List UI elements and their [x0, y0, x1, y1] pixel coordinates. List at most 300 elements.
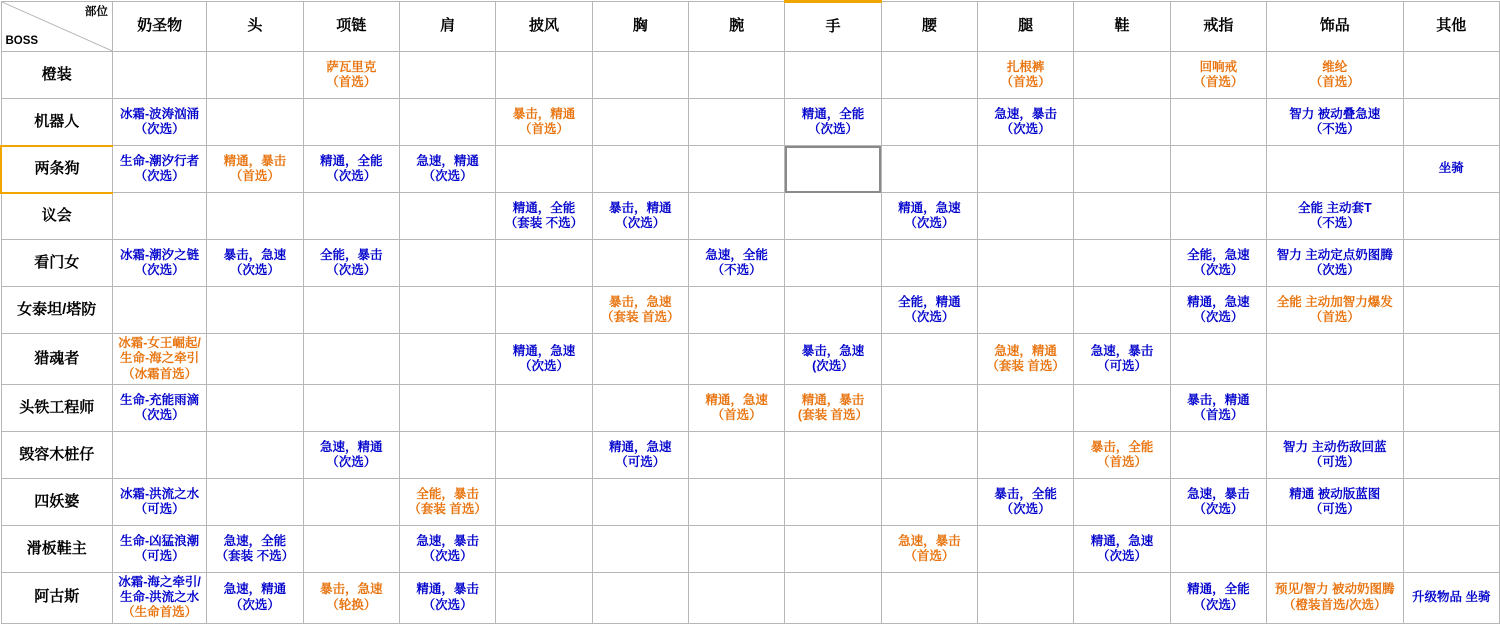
- cell-other[interactable]: [1403, 384, 1499, 431]
- corner-cell: [1, 2, 112, 52]
- cell-trinket[interactable]: [1267, 193, 1404, 240]
- cell-line: 维纶: [1322, 59, 1348, 74]
- cell-chest[interactable]: [592, 431, 688, 478]
- cell-other[interactable]: [1403, 334, 1499, 385]
- cell-leg[interactable]: [978, 431, 1074, 478]
- cell-other[interactable]: [1403, 99, 1499, 146]
- cell-neck[interactable]: [303, 240, 399, 287]
- col-header-shoe: 鞋: [1074, 2, 1170, 52]
- col-header-cloak: 披风: [496, 2, 592, 52]
- cell-line: （次选）: [904, 216, 955, 230]
- cell-other[interactable]: [1403, 431, 1499, 478]
- cell-ring[interactable]: [1170, 572, 1266, 623]
- cell-leg[interactable]: [978, 478, 1074, 525]
- cell-chest[interactable]: [592, 478, 688, 525]
- cell-neck[interactable]: [303, 193, 399, 240]
- cell-shoulder[interactable]: [399, 334, 495, 385]
- cell-trinket[interactable]: [1267, 384, 1404, 431]
- cell-line: 全能 主动加智力爆发: [1276, 294, 1393, 309]
- cell-leg[interactable]: [978, 525, 1074, 572]
- cell-ring[interactable]: [1170, 52, 1266, 99]
- cell-waist[interactable]: [881, 572, 977, 623]
- cell-nai[interactable]: [112, 431, 206, 478]
- cell-line: （次选）: [134, 263, 185, 277]
- table-row: [1, 334, 1500, 385]
- cell-line: 暴击，精通: [512, 106, 576, 121]
- cell-ring[interactable]: [1170, 384, 1266, 431]
- cell-line: 急速，精通: [320, 439, 383, 454]
- cell-line: 精通，急速: [898, 200, 961, 215]
- cell-wrist[interactable]: [688, 193, 784, 240]
- cell-line: 暴击，精通: [1187, 392, 1250, 407]
- cell-shoulder[interactable]: [399, 287, 495, 334]
- cell-other[interactable]: [1403, 240, 1499, 287]
- cell-line: （次选）: [1193, 310, 1244, 324]
- cell-line: 精通，暴击: [223, 153, 287, 168]
- cell-ring[interactable]: [1170, 99, 1266, 146]
- cell-line: 生命-凶猛浪潮: [119, 533, 200, 548]
- cell-cloak[interactable]: [496, 146, 592, 193]
- row-header-boss: 议会: [1, 193, 112, 240]
- cell-line: （次选）: [422, 548, 473, 563]
- row-header-boss: 毁容木桩仔: [1, 431, 112, 478]
- cell-line: （不选）: [1309, 216, 1360, 230]
- cell-nai[interactable]: [112, 478, 206, 525]
- cell-shoe[interactable]: [1074, 525, 1170, 572]
- cell-waist[interactable]: [881, 52, 977, 99]
- cell-chest[interactable]: [592, 146, 688, 193]
- cell-ring[interactable]: [1170, 478, 1266, 525]
- cell-waist[interactable]: [881, 193, 977, 240]
- cell-hand[interactable]: [785, 431, 881, 478]
- cell-cloak[interactable]: [496, 193, 592, 240]
- table-row: [1, 193, 1500, 240]
- cell-line: （冰霜首选）: [122, 366, 198, 381]
- cell-line: 冰霜-洪流之水: [119, 486, 200, 501]
- cell-line: （首选）: [326, 75, 377, 89]
- cell-shoe[interactable]: [1074, 52, 1170, 99]
- cell-line: （次选）: [1193, 263, 1244, 277]
- cell-line: （套装 不选）: [215, 548, 295, 563]
- cell-chest[interactable]: [592, 287, 688, 334]
- cell-neck[interactable]: [303, 384, 399, 431]
- cell-chest[interactable]: [592, 52, 688, 99]
- row-header-boss: 猎魂者: [1, 334, 112, 385]
- cell-cloak[interactable]: [496, 334, 592, 385]
- cell-line: 精通，全能: [320, 153, 383, 168]
- cell-line: （次选）: [326, 169, 377, 183]
- cell-nai[interactable]: [112, 52, 206, 99]
- cell-line: （首选）: [1000, 75, 1051, 89]
- cell-cloak[interactable]: [496, 99, 592, 146]
- cell-line: 暴击，急速: [320, 582, 383, 597]
- cell-line: （次选）: [518, 358, 569, 373]
- corner-label-bottom: BOSS: [5, 34, 39, 47]
- cell-hand[interactable]: [785, 240, 881, 287]
- cell-wrist[interactable]: [688, 99, 784, 146]
- cell-trinket[interactable]: [1267, 99, 1404, 146]
- cell-wrist[interactable]: [688, 52, 784, 99]
- cell-shoulder[interactable]: [399, 431, 495, 478]
- cell-nai[interactable]: [112, 572, 206, 623]
- cell-neck[interactable]: [303, 146, 399, 193]
- cell-hand[interactable]: [785, 193, 881, 240]
- cell-line: （次选）: [134, 407, 185, 422]
- cell-ring[interactable]: [1170, 146, 1266, 193]
- cell-other[interactable]: [1403, 287, 1499, 334]
- cell-waist[interactable]: [881, 287, 977, 334]
- cell-cloak[interactable]: [496, 287, 592, 334]
- cell-leg[interactable]: [978, 52, 1074, 99]
- col-header-trinket: 饰品: [1267, 2, 1404, 52]
- cell-line: 精通，急速: [1187, 294, 1250, 309]
- cell-line: 急速，全能: [705, 247, 768, 262]
- cell-cloak[interactable]: [496, 431, 592, 478]
- cell-other[interactable]: [1403, 52, 1499, 99]
- cell-hand[interactable]: [785, 287, 881, 334]
- cell-shoe[interactable]: [1074, 478, 1170, 525]
- cell-waist[interactable]: [881, 431, 977, 478]
- cell-line: 精通，暴击: [801, 392, 865, 407]
- cell-shoulder[interactable]: [399, 478, 495, 525]
- cell-line: （次选）: [1000, 501, 1051, 516]
- cell-ring[interactable]: [1170, 240, 1266, 287]
- cell-neck[interactable]: [303, 334, 399, 385]
- col-header-ring: 戒指: [1170, 2, 1266, 52]
- cell-waist[interactable]: [881, 99, 977, 146]
- cell-line: （套装 首选）: [601, 310, 680, 324]
- cell-line: （可选）: [1097, 358, 1148, 373]
- cell-ring[interactable]: [1170, 287, 1266, 334]
- cell-line: 冰霜-波涛汹涌: [119, 106, 200, 121]
- cell-line: 急速，精通: [416, 153, 479, 168]
- cell-ring[interactable]: [1170, 431, 1266, 478]
- cell-line: 暴击，全能: [1090, 439, 1154, 454]
- cell-hand[interactable]: [785, 334, 881, 385]
- cell-shoulder[interactable]: [399, 572, 495, 623]
- cell-chest[interactable]: [592, 193, 688, 240]
- cell-line: （次选）: [134, 169, 185, 183]
- cell-line: （首选）: [1309, 75, 1360, 89]
- cell-line: （次选）: [1309, 263, 1360, 277]
- cell-line: 急速，精通: [994, 343, 1057, 358]
- cell-neck[interactable]: [303, 287, 399, 334]
- cell-cloak[interactable]: [496, 52, 592, 99]
- cell-line: （次选）: [229, 597, 280, 612]
- cell-nai[interactable]: [112, 193, 206, 240]
- cell-chest[interactable]: [592, 384, 688, 431]
- cell-line: 急速，暴击: [898, 533, 961, 548]
- cell-waist[interactable]: [881, 478, 977, 525]
- cell-trinket[interactable]: [1267, 146, 1404, 193]
- cell-head[interactable]: [207, 572, 303, 623]
- cell-wrist[interactable]: [688, 146, 784, 193]
- cell-leg[interactable]: [978, 334, 1074, 385]
- cell-hand[interactable]: [785, 146, 881, 193]
- col-header-waist: 腰: [881, 2, 977, 52]
- cell-line: 暴击，急速: [609, 294, 672, 309]
- cell-ring[interactable]: [1170, 334, 1266, 385]
- cell-line: 预见/智力 被动奶图腾: [1275, 582, 1395, 597]
- cell-line: 暴击，急速: [801, 343, 865, 358]
- cell-other[interactable]: [1403, 193, 1499, 240]
- cell-line: 精通，急速: [609, 439, 672, 454]
- cell-head[interactable]: [207, 146, 303, 193]
- cell-wrist[interactable]: [688, 334, 784, 385]
- cell-nai[interactable]: [112, 334, 206, 385]
- cell-chest[interactable]: [592, 99, 688, 146]
- cell-wrist[interactable]: [688, 431, 784, 478]
- cell-shoulder[interactable]: [399, 99, 495, 146]
- cell-other[interactable]: [1403, 525, 1499, 572]
- col-header-shoulder: 肩: [399, 2, 495, 52]
- cell-line: 急速，暴击: [1090, 343, 1154, 358]
- cell-shoe[interactable]: [1074, 240, 1170, 287]
- col-header-head: 头: [207, 2, 303, 52]
- cell-line: 暴击，急速: [223, 247, 287, 262]
- row-header-boss: 两条狗: [1, 146, 112, 193]
- cell-hand[interactable]: [785, 99, 881, 146]
- cell-neck[interactable]: [303, 572, 399, 623]
- cell-line: 扎根裤: [1006, 59, 1045, 74]
- table-row: [1, 384, 1500, 431]
- cell-hand[interactable]: [785, 384, 881, 431]
- cell-line: 生命-潮汐行者: [119, 153, 200, 168]
- cell-neck[interactable]: [303, 478, 399, 525]
- cell-line: （次选）: [904, 310, 955, 324]
- cell-shoe[interactable]: [1074, 431, 1170, 478]
- cell-nai[interactable]: [112, 240, 206, 287]
- cell-wrist[interactable]: [688, 384, 784, 431]
- cell-head[interactable]: [207, 431, 303, 478]
- cell-nai[interactable]: [112, 146, 206, 193]
- cell-wrist[interactable]: [688, 240, 784, 287]
- cell-head[interactable]: [207, 99, 303, 146]
- cell-head[interactable]: [207, 240, 303, 287]
- cell-neck[interactable]: [303, 431, 399, 478]
- cell-line: （次选）: [229, 263, 280, 277]
- table-row: [1, 52, 1500, 99]
- cell-head[interactable]: [207, 334, 303, 385]
- cell-hand[interactable]: [785, 478, 881, 525]
- cell-shoe[interactable]: [1074, 99, 1170, 146]
- cell-cloak[interactable]: [496, 478, 592, 525]
- cell-shoulder[interactable]: [399, 240, 495, 287]
- cell-line: 智力 主动定点奶图腾: [1276, 247, 1393, 262]
- cell-shoe[interactable]: [1074, 146, 1170, 193]
- table-row: [1, 572, 1500, 623]
- cell-line: （首选）: [1097, 454, 1148, 469]
- cell-line: 暴击，精通: [609, 200, 672, 215]
- cell-hand[interactable]: [785, 52, 881, 99]
- table-body: [1, 52, 1500, 624]
- cell-trinket[interactable]: [1267, 572, 1404, 623]
- col-header-hand: 手: [785, 2, 881, 52]
- cell-line: （次选）: [1000, 122, 1051, 136]
- cell-line: （不选）: [1309, 122, 1360, 136]
- cell-line: （橙装首选/次选）: [1283, 597, 1387, 612]
- cell-shoe[interactable]: [1074, 384, 1170, 431]
- cell-trinket[interactable]: [1267, 525, 1404, 572]
- cell-line: （次选）: [1193, 597, 1244, 612]
- cell-head[interactable]: [207, 478, 303, 525]
- cell-ring[interactable]: [1170, 525, 1266, 572]
- cell-line: （可选）: [615, 454, 666, 469]
- cell-leg[interactable]: [978, 287, 1074, 334]
- cell-line: 全能，精通: [898, 294, 961, 309]
- cell-nai[interactable]: [112, 525, 206, 572]
- cell-line: （生命首选）: [122, 605, 198, 620]
- cell-cloak[interactable]: [496, 572, 592, 623]
- cell-shoulder[interactable]: [399, 52, 495, 99]
- cell-line: 全能，暴击: [320, 247, 383, 262]
- cell-line: 精通，暴击: [416, 582, 479, 597]
- cell-neck[interactable]: [303, 525, 399, 572]
- row-header-boss: 头铁工程师: [1, 384, 112, 431]
- cell-chest[interactable]: [592, 525, 688, 572]
- cell-line: （首选）: [1309, 310, 1360, 324]
- cell-nai[interactable]: [112, 287, 206, 334]
- table-row: [1, 240, 1500, 287]
- cell-nai[interactable]: [112, 99, 206, 146]
- row-header-boss: 阿古斯: [1, 572, 112, 623]
- cell-line: （可选）: [1309, 501, 1360, 516]
- table-row: [1, 478, 1500, 525]
- table-header: [1, 2, 1500, 52]
- cell-leg[interactable]: [978, 384, 1074, 431]
- cell-line: 急速，全能: [223, 533, 287, 548]
- cell-neck[interactable]: [303, 52, 399, 99]
- cell-head[interactable]: [207, 287, 303, 334]
- cell-leg[interactable]: [978, 240, 1074, 287]
- cell-other[interactable]: [1403, 146, 1499, 193]
- cell-waist[interactable]: [881, 240, 977, 287]
- cell-line: 智力 主动伤敌回蓝: [1283, 439, 1387, 454]
- cell-trinket[interactable]: [1267, 431, 1404, 478]
- cell-line: 精通，全能: [801, 106, 865, 121]
- cell-line: 全能，暴击: [416, 486, 479, 501]
- cell-shoe[interactable]: [1074, 287, 1170, 334]
- cell-leg[interactable]: [978, 99, 1074, 146]
- cell-wrist[interactable]: [688, 525, 784, 572]
- cell-line: （次选）: [326, 454, 377, 469]
- cell-trinket[interactable]: [1267, 52, 1404, 99]
- cell-trinket[interactable]: [1267, 334, 1404, 385]
- row-header-boss: 看门女: [1, 240, 112, 287]
- cell-other[interactable]: [1403, 478, 1499, 525]
- cell-trinket[interactable]: [1267, 287, 1404, 334]
- cell-cloak[interactable]: [496, 240, 592, 287]
- row-header-boss: 四妖婆: [1, 478, 112, 525]
- cell-line: （套装 不选）: [504, 216, 584, 230]
- cell-shoulder[interactable]: [399, 193, 495, 240]
- col-header-other: 其他: [1403, 2, 1499, 52]
- cell-line: （首选）: [518, 122, 569, 136]
- cell-wrist[interactable]: [688, 478, 784, 525]
- cell-shoe[interactable]: [1074, 193, 1170, 240]
- corner-label-top: 部位: [84, 6, 108, 18]
- cell-line: 坐骑: [1438, 161, 1464, 176]
- cell-line: 精通，急速: [705, 392, 768, 407]
- cell-line: （可选）: [134, 548, 185, 563]
- cell-line: 精通，急速: [1090, 533, 1154, 548]
- table-row: [1, 287, 1500, 334]
- cell-line: （次选）: [134, 122, 185, 136]
- cell-line: 冰霜-海之牵引/: [118, 574, 201, 589]
- cell-line: 暴击，全能: [994, 486, 1057, 501]
- cell-line: 全能 主动套T: [1297, 200, 1372, 215]
- cell-other[interactable]: [1403, 572, 1499, 623]
- table-row: [1, 431, 1500, 478]
- cell-cloak[interactable]: [496, 384, 592, 431]
- header-row: [1, 2, 1500, 52]
- cell-neck[interactable]: [303, 99, 399, 146]
- col-header-chest: 胸: [592, 2, 688, 52]
- cell-line: (套装 首选）: [797, 407, 869, 422]
- cell-line: 精通 被动版蓝图: [1289, 486, 1381, 501]
- cell-chest[interactable]: [592, 572, 688, 623]
- cell-chest[interactable]: [592, 240, 688, 287]
- cell-head[interactable]: [207, 384, 303, 431]
- cell-line: 急速，暴击: [994, 106, 1057, 121]
- cell-head[interactable]: [207, 52, 303, 99]
- cell-head[interactable]: [207, 525, 303, 572]
- table-row: [1, 146, 1500, 193]
- cell-ring[interactable]: [1170, 193, 1266, 240]
- cell-line: 急速，暴击: [1187, 486, 1250, 501]
- cell-line: （套装 首选）: [408, 501, 487, 516]
- cell-line: 升级物品 坐骑: [1412, 590, 1491, 604]
- col-header-leg: 腿: [978, 2, 1074, 52]
- cell-waist[interactable]: [881, 334, 977, 385]
- cell-hand[interactable]: [785, 525, 881, 572]
- cell-wrist[interactable]: [688, 572, 784, 623]
- cell-cloak[interactable]: [496, 525, 592, 572]
- cell-shoulder[interactable]: [399, 384, 495, 431]
- cell-line: 生命-充能雨滴: [119, 392, 200, 407]
- cell-hand[interactable]: [785, 572, 881, 623]
- cell-waist[interactable]: [881, 384, 977, 431]
- cell-shoulder[interactable]: [399, 525, 495, 572]
- cell-line: （套装 首选）: [986, 358, 1065, 373]
- cell-leg[interactable]: [978, 193, 1074, 240]
- cell-line: （次选）: [1193, 501, 1244, 516]
- row-header-boss: 机器人: [1, 99, 112, 146]
- row-header-boss: 女泰坦/塔防: [1, 287, 112, 334]
- cell-wrist[interactable]: [688, 287, 784, 334]
- cell-line: 精通，全能: [512, 200, 576, 215]
- cell-shoe[interactable]: [1074, 334, 1170, 385]
- col-header-wrist: 腕: [688, 2, 784, 52]
- cell-chest[interactable]: [592, 334, 688, 385]
- cell-line: （可选）: [134, 501, 185, 516]
- cell-waist[interactable]: [881, 146, 977, 193]
- cell-line: （首选）: [1193, 407, 1244, 422]
- cell-nai[interactable]: [112, 384, 206, 431]
- cell-line: （次选）: [807, 122, 858, 136]
- cell-head[interactable]: [207, 193, 303, 240]
- cell-leg[interactable]: [978, 146, 1074, 193]
- cell-line: （轮换）: [326, 597, 377, 612]
- cell-trinket[interactable]: [1267, 240, 1404, 287]
- cell-line: （首选）: [711, 407, 762, 422]
- cell-waist[interactable]: [881, 525, 977, 572]
- cell-shoe[interactable]: [1074, 572, 1170, 623]
- cell-leg[interactable]: [978, 572, 1074, 623]
- cell-shoulder[interactable]: [399, 146, 495, 193]
- cell-trinket[interactable]: [1267, 478, 1404, 525]
- cell-line: （次选）: [1097, 548, 1148, 563]
